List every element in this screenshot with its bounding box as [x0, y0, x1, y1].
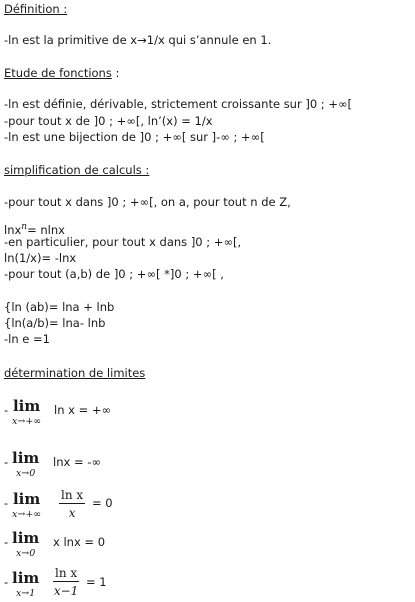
etude-line-2: -pour tout x de ]0 ; +∞[, ln’(x) = 1/x [4, 114, 213, 128]
exponent-n: n [21, 222, 28, 232]
brace-icon: { [4, 300, 12, 314]
simplification-line-4: ln(1/x)= -lnx [4, 251, 77, 265]
lim-subscript: x→+∞ [12, 509, 42, 520]
lim-word: lim [12, 449, 40, 467]
simplification-heading: simplification de calculs : [4, 163, 150, 177]
etude-heading-line [4, 66, 119, 80]
limit-5-operator [12, 571, 39, 599]
simplification-line-1: -pour tout x dans ]0 ; +∞[, on a, pour tout n de Z, [4, 195, 291, 209]
simplification-line-7 [4, 316, 105, 330]
lim-subscript: x→+∞ [12, 416, 42, 427]
limit-3-fraction [59, 489, 85, 519]
limites-heading: détermination de limites [4, 366, 146, 380]
limit-2-expression: lnx = -∞ [53, 455, 101, 469]
simplification-line-5: -pour tout (a,b) de ]0 ; +∞[ *]0 ; +∞[ , [4, 267, 224, 281]
limit-4-expression: x lnx = 0 [53, 535, 106, 549]
product-rule: ln (ab)= lna + lnb [11, 300, 115, 314]
lim-subscript: x→0 [15, 468, 36, 479]
lim-word: lim [12, 490, 41, 508]
limit-2-operator [12, 451, 39, 479]
limit-1-operator [12, 399, 41, 427]
etude-heading: Etude de fonctions [4, 66, 112, 80]
fraction-numerator: ln x [55, 566, 78, 580]
limit-4-operator [12, 531, 39, 559]
quotient-rule: ln(a/b)= lna- lnb [11, 316, 106, 330]
simplification-line-3: -en particulier, pour tout x dans ]0 ; +∞[, [4, 235, 242, 249]
limit-3-operator [12, 492, 41, 520]
limit-1-expression: ln x = +∞ [54, 403, 112, 417]
limit-2-dash: - [4, 455, 9, 469]
lim-subscript: x→1 [15, 588, 36, 599]
simplification-line-8: -ln e =1 [4, 332, 50, 346]
limit-3-dash: - [4, 496, 9, 510]
lnx-base: lnx [4, 222, 22, 237]
brace-icon: { [4, 316, 12, 330]
lnx-rest: = nlnx [27, 222, 65, 237]
lim-word: lim [12, 397, 41, 415]
limit-5-dash: - [4, 575, 9, 589]
etude-heading-suffix: : [111, 66, 120, 80]
simplification-line-6 [4, 300, 114, 314]
limit-3-result: = 0 [92, 496, 113, 510]
lim-subscript: x→0 [15, 548, 36, 559]
etude-line-3: -ln est une bijection de ]0 ; +∞[ sur ]-∞ ; +∞[ [4, 130, 265, 144]
limit-5-fraction [53, 567, 79, 597]
fraction-numerator: ln x [61, 488, 84, 502]
definition-text: -ln est la primitive de x→1/x qui s’annule en 1. [4, 33, 272, 47]
limit-5-result: = 1 [86, 575, 107, 589]
etude-line-1: -ln est définie, dérivable, strictement croissante sur ]0 ; +∞[ [4, 97, 353, 111]
fraction-denominator: x−1 [53, 584, 79, 598]
definition-heading: Définition : [4, 2, 68, 16]
fraction-denominator: x [68, 506, 76, 520]
lim-word: lim [12, 569, 40, 587]
lim-word: lim [12, 529, 40, 547]
limit-1-dash: - [4, 403, 9, 417]
limit-4-dash: - [4, 535, 9, 549]
